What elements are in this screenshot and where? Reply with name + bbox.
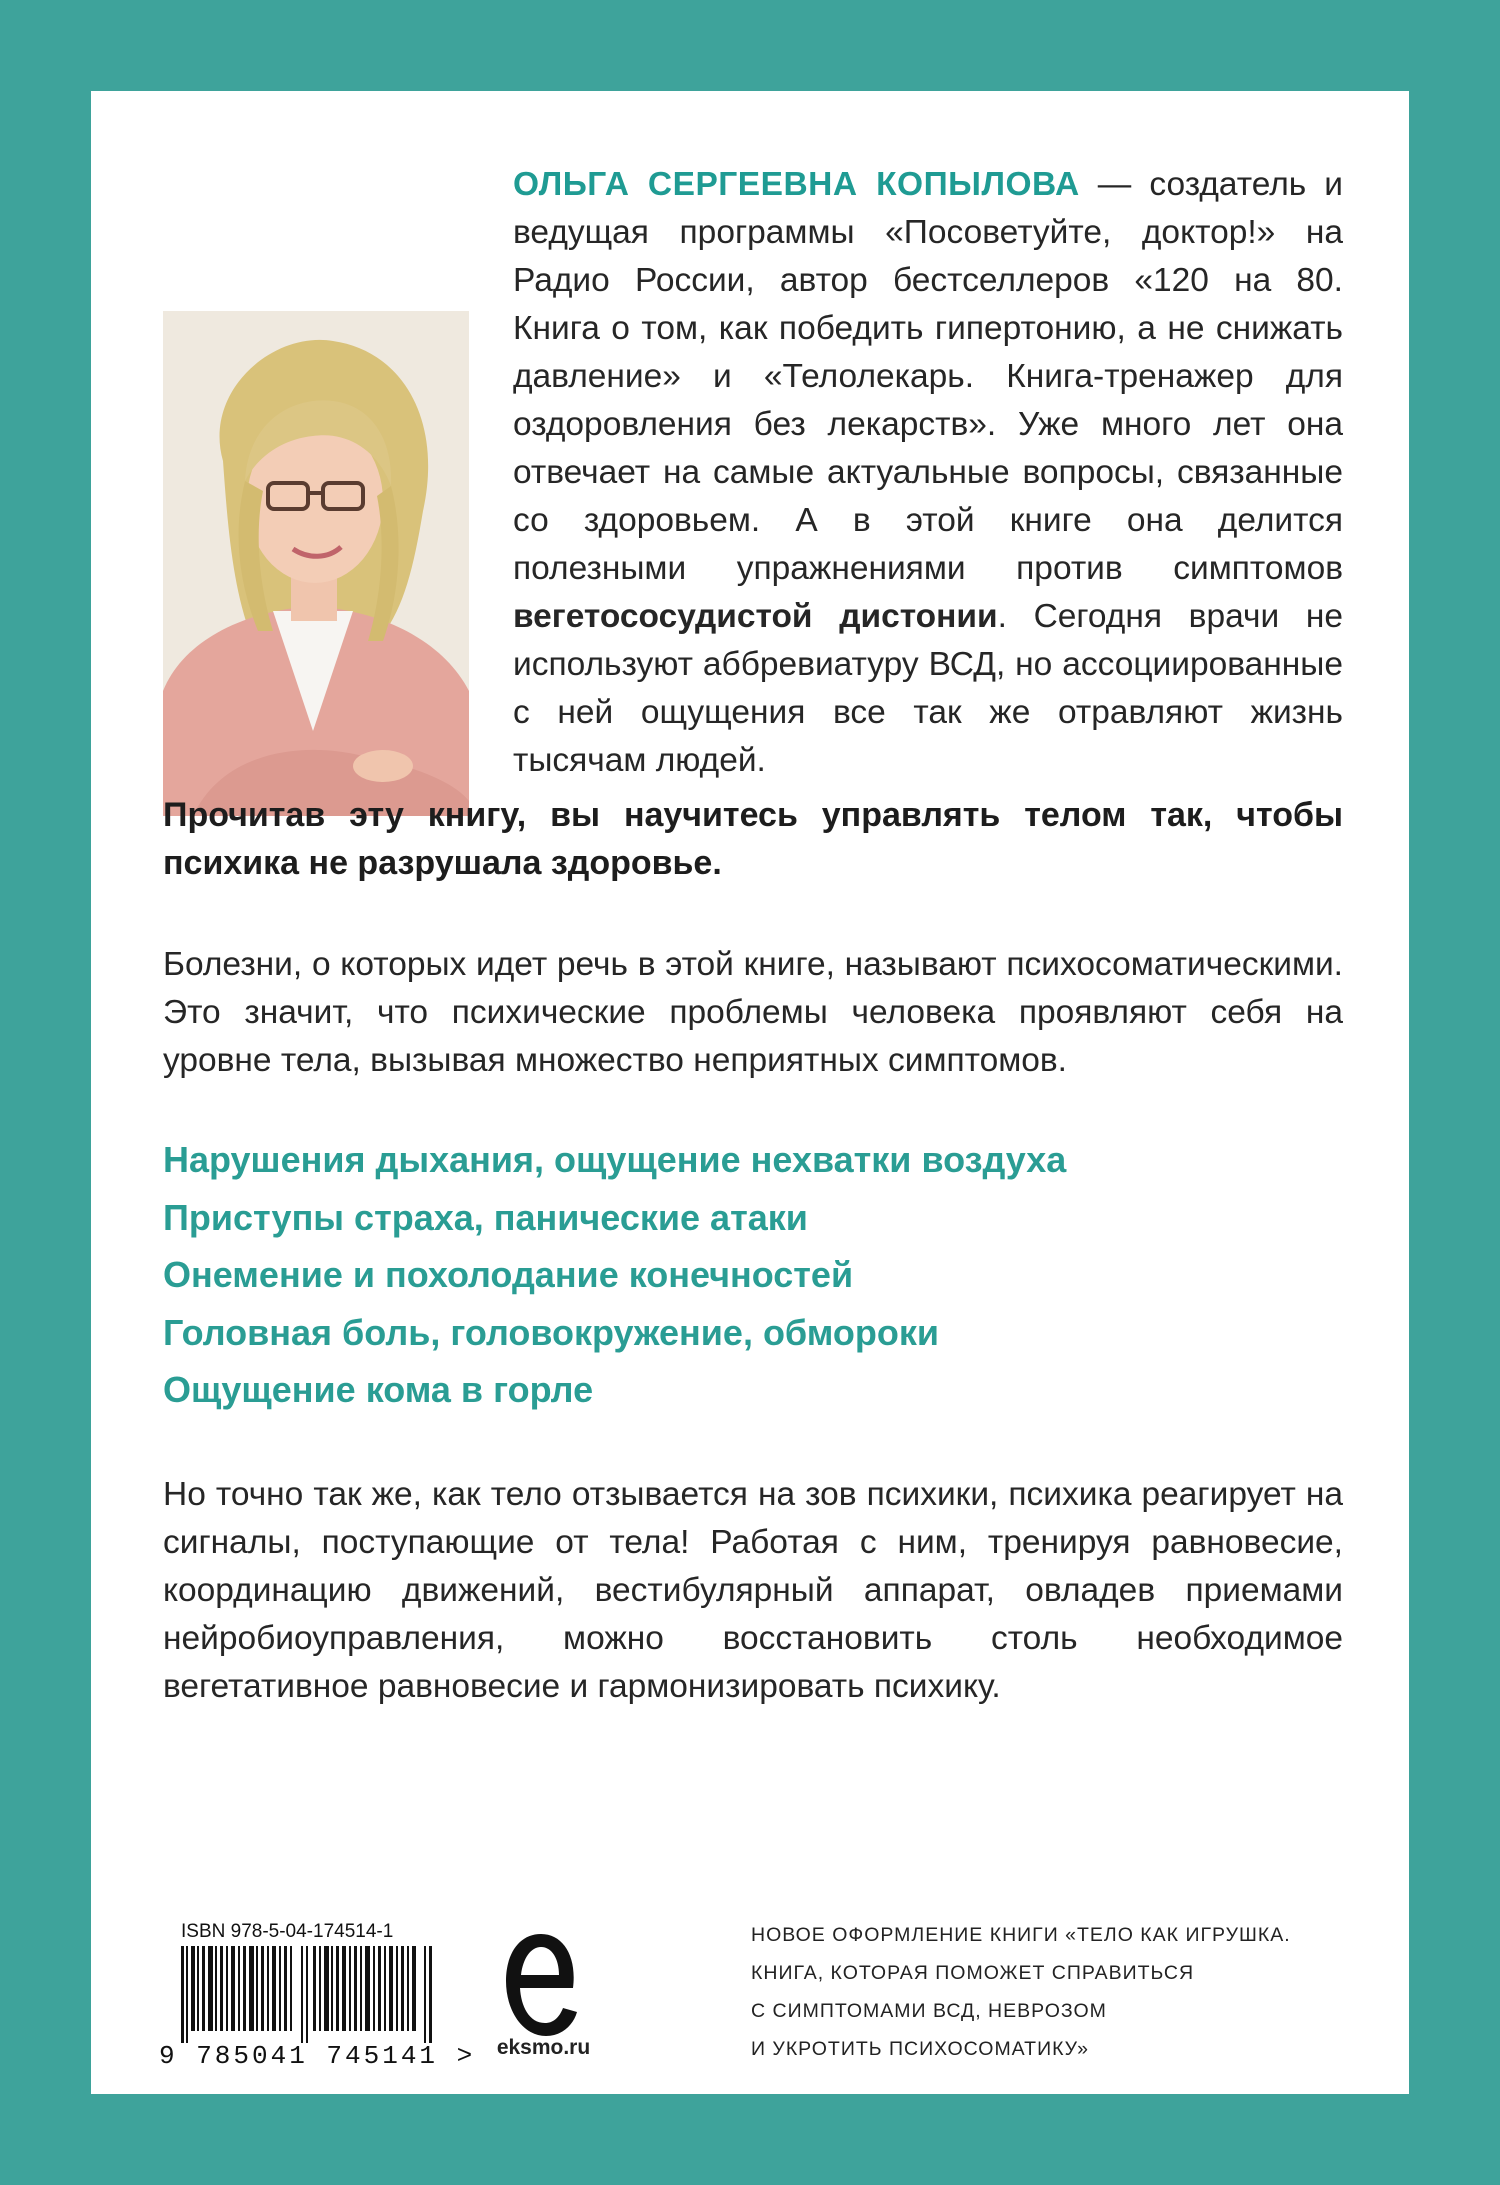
series-note-line: И УКРОТИТЬ ПСИХОСОМАТИКУ»	[751, 2038, 1090, 2060]
symptom-item: Приступы страха, панические атаки	[163, 1196, 808, 1238]
bio-text-part2: . Сегодня врачи не используют аббревиатуру ВСД, но ассоциированные с ней ощущения все так же отравляют жизнь тысячам людей.	[513, 598, 1343, 779]
symptom-list	[163, 1131, 1066, 1419]
back-cover-page	[91, 91, 1409, 2094]
symptom-item: Онемение и похолодание конечностей	[163, 1254, 854, 1295]
symptom-item: Нарушения дыхания, ощущение нехватки воздуха	[163, 1139, 1067, 1180]
lead-statement: Прочитав эту книгу, вы научитесь управлять телом так, чтобы психика не разрушала здоровье.	[163, 796, 1343, 882]
intro-paragraph: Болезни, о которых идет речь в этой книге, называют психосоматическими. Это значит, что психические проблемы человека проявляют себя на уровне тела, вызывая множество неприятных симптомов.	[163, 946, 1343, 1079]
author-photo	[163, 311, 469, 816]
series-note-line: НОВОЕ ОФОРМЛЕНИЕ КНИГИ «ТЕЛО КАК ИГРУШКА.	[751, 1924, 1291, 1946]
barcode-icon	[181, 1946, 436, 2043]
author-bio	[513, 161, 1343, 785]
symptom-item: Ощущение кома в горле	[163, 1369, 594, 1410]
publisher-site: eksmo.ru	[496, 2036, 591, 2059]
isbn-label: ISBN 978-5-04-174514-1	[181, 1921, 394, 1942]
bio-text-part1: — создатель и ведущая программы «Посоветуйте, доктор!» на Радио России, автор бестселлеров «120 на 80. Книга о том, как победить гипертонию, а не снижать давление» и «Телолекарь. Книга-тренажер для оздоровления без лекарств». Уже много лет она отвечает на самые актуальные вопросы, связанные со здоровьем. А в этой книге она делится полезными упражнениями против симптомов	[513, 166, 1343, 587]
barcode-digits: 9 785041 745141 >	[159, 2041, 476, 2071]
closing-paragraph: Но точно так же, как тело отзывается на зов психики, психика реагирует на сигналы, поступающие от тела! Работая с ним, тренируя равновесие, координацию движений, вестибулярный аппарат, овладев приемами нейробиоуправления, можно восстановить столь необходимое вегетативное равновесие и гармонизировать психику.	[163, 1476, 1343, 1705]
symptom-item: Головная боль, головокружение, обмороки	[163, 1311, 939, 1353]
author-name: ОЛЬГА СЕРГЕЕВНА КОПЫЛОВА	[513, 166, 1080, 203]
author-photo-illustration	[163, 311, 469, 816]
series-note	[751, 1916, 1311, 2068]
series-note-line: С СИМПТОМАМИ ВСД, НЕВРОЗОМ	[751, 2000, 1107, 2022]
bio-bold-term: вегетососудистой дистонии	[513, 598, 998, 635]
publisher-logo-icon	[501, 1926, 581, 2046]
series-note-line: КНИГА, КОТОРАЯ ПОМОЖЕТ СПРАВИТЬСЯ	[751, 1962, 1195, 1984]
